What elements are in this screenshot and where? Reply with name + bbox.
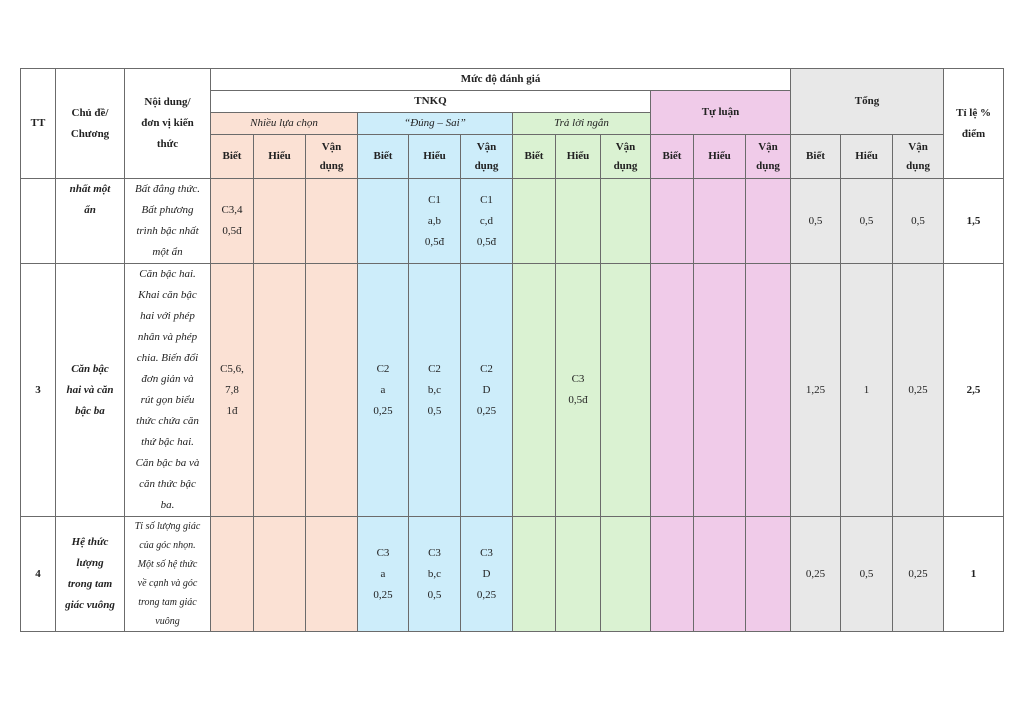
header-tf-biet: Biết	[358, 135, 409, 179]
header-short-answer: Trả lời ngắn	[513, 113, 651, 135]
row-number: 3	[21, 264, 56, 517]
row-total-vandung: 0,25	[893, 517, 944, 632]
row-cell-tf-vandung: C2 D 0,25	[461, 264, 513, 517]
row-total-vandung: 0,25	[893, 264, 944, 517]
row-cell-mcq-biet	[211, 517, 254, 632]
row-number	[21, 179, 56, 264]
row-number: 4	[21, 517, 56, 632]
row-cell-mcq-vandung	[306, 179, 358, 264]
row-cell-tf-biet: C3 a 0,25	[358, 517, 409, 632]
row-cell-mcq-biet: C3,4 0,5đ	[211, 179, 254, 264]
assessment-matrix-table	[20, 68, 1004, 632]
row-cell-essay-biet	[651, 517, 694, 632]
row-ratio: 1	[944, 517, 1004, 632]
header-total-vandung: Vận dụng	[893, 135, 944, 179]
row-content: Tỉ số lượng giác của góc nhọn. Một số hệ thức về cạnh và góc trong tam giác vuông	[125, 517, 211, 632]
row-cell-mcq-hieu	[254, 517, 306, 632]
header-essay: Tự luận	[651, 91, 791, 135]
row-cell-tf-hieu: C1 a,b 0,5đ	[409, 179, 461, 264]
header-content: Nội dung/ đơn vị kiến thức	[125, 69, 211, 179]
row-cell-essay-biet	[651, 179, 694, 264]
header-short-hieu: Hiểu	[556, 135, 601, 179]
row-total-biet: 0,25	[791, 517, 841, 632]
table-row	[21, 517, 1004, 632]
row-cell-essay-vandung	[746, 264, 791, 517]
row-cell-mcq-vandung	[306, 264, 358, 517]
header-mcq-hieu: Hiểu	[254, 135, 306, 179]
row-total-biet: 1,25	[791, 264, 841, 517]
row-cell-tf-hieu: C2 b,c 0,5	[409, 264, 461, 517]
table-row	[21, 264, 1004, 517]
row-cell-short-hieu	[556, 179, 601, 264]
header-level: Mức độ đánh giá	[211, 69, 791, 91]
row-cell-short-vandung	[601, 264, 651, 517]
row-content: Bất đẳng thức. Bất phương trình bậc nhất một ẩn	[125, 179, 211, 264]
row-cell-mcq-hieu	[254, 179, 306, 264]
header-tnkq: TNKQ	[211, 91, 651, 113]
row-cell-tf-vandung: C1 c,d 0,5đ	[461, 179, 513, 264]
header-short-vandung: Vận dụng	[601, 135, 651, 179]
row-cell-essay-hieu	[694, 264, 746, 517]
table-row	[21, 179, 1004, 264]
header-mcq: Nhiều lựa chọn	[211, 113, 358, 135]
row-cell-short-biet	[513, 179, 556, 264]
row-cell-essay-vandung	[746, 179, 791, 264]
row-topic: nhất một ẩn	[56, 179, 125, 264]
header-short-biet: Biết	[513, 135, 556, 179]
header-total-biet: Biết	[791, 135, 841, 179]
row-cell-mcq-hieu	[254, 264, 306, 517]
row-cell-tf-hieu: C3 b,c 0,5	[409, 517, 461, 632]
row-total-hieu: 0,5	[841, 179, 893, 264]
header-tt: TT	[21, 69, 56, 179]
row-total-biet: 0,5	[791, 179, 841, 264]
row-content: Căn bậc hai. Khai căn bậc hai với phép nhân và phép chia. Biến đổi đơn giản và rút gọn biểu thức chứa căn thứ bậc hai. Căn bậc ba và căn thức bậc ba.	[125, 264, 211, 517]
header-essay-hieu: Hiểu	[694, 135, 746, 179]
row-cell-short-vandung	[601, 517, 651, 632]
row-cell-essay-vandung	[746, 517, 791, 632]
header-essay-vandung: Vận dụng	[746, 135, 791, 179]
header-tf-vandung: Vận dụng	[461, 135, 513, 179]
row-cell-essay-biet	[651, 264, 694, 517]
row-ratio: 1,5	[944, 179, 1004, 264]
row-cell-short-hieu: C3 0,5đ	[556, 264, 601, 517]
row-cell-essay-hieu	[694, 517, 746, 632]
header-total: Tổng	[791, 69, 944, 135]
header-mcq-biet: Biết	[211, 135, 254, 179]
row-cell-tf-biet: C2 a 0,25	[358, 264, 409, 517]
header-essay-biet: Biết	[651, 135, 694, 179]
row-cell-short-biet	[513, 264, 556, 517]
row-total-hieu: 1	[841, 264, 893, 517]
row-cell-mcq-vandung	[306, 517, 358, 632]
header-topic: Chủ đề/ Chương	[56, 69, 125, 179]
row-cell-tf-vandung: C3 D 0,25	[461, 517, 513, 632]
header-tf-hieu: Hiểu	[409, 135, 461, 179]
header-ratio: Tỉ lệ % điểm	[944, 69, 1004, 179]
header-total-hieu: Hiểu	[841, 135, 893, 179]
row-cell-short-vandung	[601, 179, 651, 264]
header-mcq-vandung: Vận dụng	[306, 135, 358, 179]
row-cell-essay-hieu	[694, 179, 746, 264]
row-cell-tf-biet	[358, 179, 409, 264]
row-cell-short-biet	[513, 517, 556, 632]
row-ratio: 2,5	[944, 264, 1004, 517]
row-topic: Căn bậc hai và căn bậc ba	[56, 264, 125, 517]
row-topic: Hệ thức lượng trong tam giác vuông	[56, 517, 125, 632]
row-total-hieu: 0,5	[841, 517, 893, 632]
row-total-vandung: 0,5	[893, 179, 944, 264]
header-true-false: “Đúng – Sai”	[358, 113, 513, 135]
row-cell-mcq-biet: C5,6, 7,8 1đ	[211, 264, 254, 517]
row-cell-short-hieu	[556, 517, 601, 632]
